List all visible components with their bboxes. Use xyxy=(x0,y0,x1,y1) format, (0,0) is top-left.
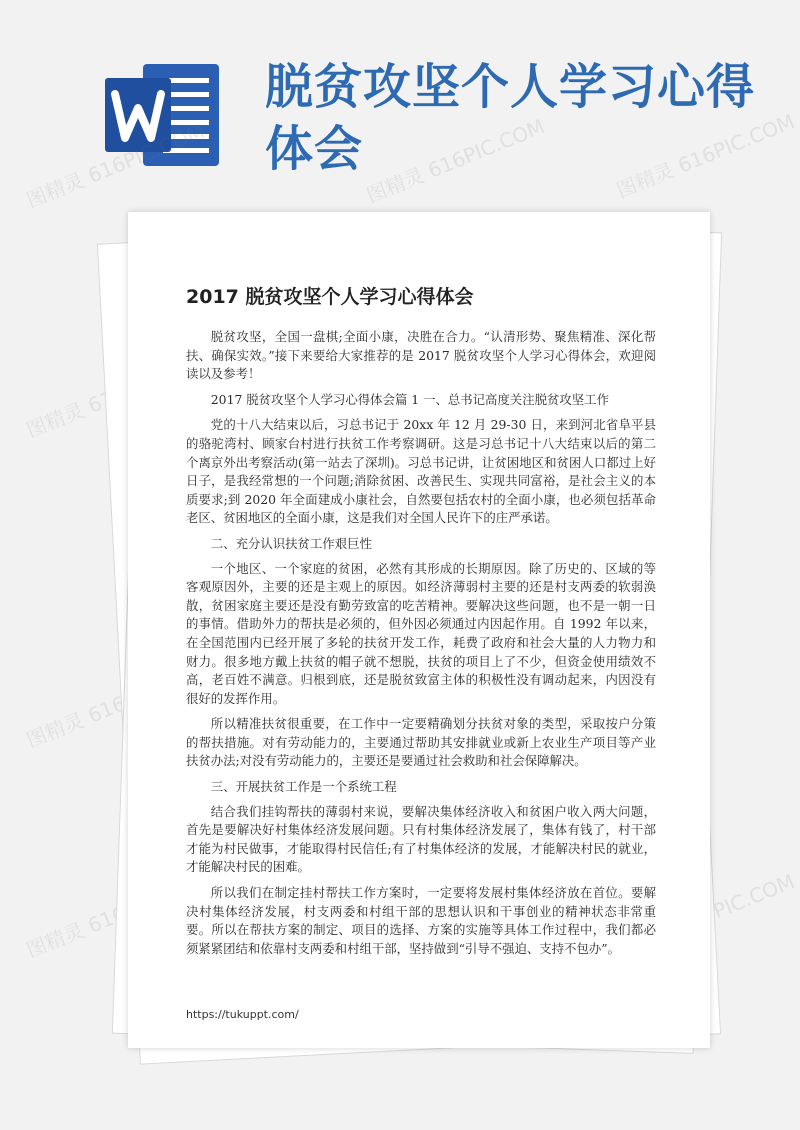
paragraph: 结合我们挂钩帮扶的薄弱村来说，要解决集体经济收入和贫困户收入两大问题，首先是要解决好村集体经济发展问题。只有村集体经济发展了，集体有钱了，村干部才能为村民做事，才能取得村民信任;有了村集体经济的发展，才能解决村民的就业，才能解决村民的困难。 xyxy=(186,803,656,875)
paragraph: 党的十八大结束以后，习总书记于 20xx 年 12 月 29-30 日，来到河北省阜平县的骆驼湾村、顾家台村进行扶贫工作考察调研。这是习总书记十八大结束以后的第二个离京外出考察活动(第一站去了深圳)。习总书记讲，让贫困地区和贫困人口都过上好日子，是我经常想的一个问题;消除贫困、改善民生、实现共同富裕，是社会主义的本质要求;到 2020 年全面建成小康社会，自然要包括农村的全面小康，也必须包括革命老区、贫困地区的全面小康，这是我们对全国人民许下的庄严承诺。 xyxy=(186,417,656,526)
paragraph: 一个地区、一个家庭的贫困，必然有其形成的长期原因。除了历史的、区域的等客观原因外，主要的还是主观上的原因。如经济薄弱村主要的还是村支两委的软弱涣散，贫困家庭主要还是没有勤劳致富的吃苦精神。要解决这些问题，也不是一朝一日的事情。借助外力的帮扶是必须的，但外因必须通过内因起作用。自 1992 年以来，在全国范围内已经开展了多轮的扶贫开发工作，耗费了政府和社会大量的人力物力和财力。很多地方戴上扶贫的帽子就不想脱，扶贫的项目上了不少，但资金使用绩效不高，老百姓不满意。归根到底，还是脱贫致富主体的积极性没有调动起来，内因没有很好的发挥作用。 xyxy=(186,560,656,706)
watermark: 图精灵 616PIC.COM xyxy=(22,659,208,753)
title-line-1: 脱贫攻坚个人学习心得 xyxy=(265,59,756,115)
document xyxy=(128,212,710,1048)
document-title: 2017 脱贫攻坚个人学习心得体会 xyxy=(186,286,474,308)
paragraph: 所以精准扶贫很重要，在工作中一定要精确划分扶贫对象的类型，采取按户分策的帮扶措施。对有劳动能力的，主要通过帮助其安排就业或新上农业生产项目等产业扶贫办法;对没有劳动能力的，主要还是要通过社会救助和社会保障解决。 xyxy=(186,716,656,769)
watermark: 图精灵 xyxy=(22,917,88,963)
page-title xyxy=(265,56,765,180)
paragraph: 脱贫攻坚，全国一盘棋;全面小康，决胜在合力。“认清形势、聚焦精准、深化帮扶、确保实效。”接下来要给大家推荐的是 2017 脱贫攻坚个人学习心得体会，欢迎阅读以及参考！ xyxy=(186,329,656,382)
title-line-2: 体会 xyxy=(265,121,364,177)
word-document-icon xyxy=(105,60,223,170)
paragraph: 2017 脱贫攻坚个人学习心得体会篇 1 一、总书记高度关注脱贫攻坚工作 xyxy=(210,391,609,407)
section-heading: 二、充分认识扶贫工作艰巨性 xyxy=(210,535,372,551)
section-heading: 三、开展扶贫工作是一个系统工程 xyxy=(210,779,397,795)
watermark: 图精灵 616PIC.COM xyxy=(362,114,548,208)
document-body xyxy=(186,328,656,965)
watermark: 616PIC.COM xyxy=(674,869,798,938)
watermark: 图精灵 616PIC.COM xyxy=(612,109,798,203)
footer-link[interactable]: https://tukuppt.com/ xyxy=(186,1008,299,1021)
document-page xyxy=(128,212,710,1048)
header xyxy=(0,0,800,215)
watermark: 图精灵 616PIC.COM xyxy=(22,119,208,213)
watermark: 图精灵 xyxy=(22,397,88,443)
paragraph: 所以我们在制定挂村帮扶工作方案时，一定要将发展村集体经济放在首位。要解决村集体经济发展，村支两委和村组干部的思想认识和干事创业的精神状态非常重要。所以在帮扶方案的制定、项目的选择、方案的实施等具体工作过程中，我们都必须紧紧团结和依靠村支两委和村组干部，坚持做到“引导不强迫、支持不包办”。 xyxy=(186,885,656,956)
